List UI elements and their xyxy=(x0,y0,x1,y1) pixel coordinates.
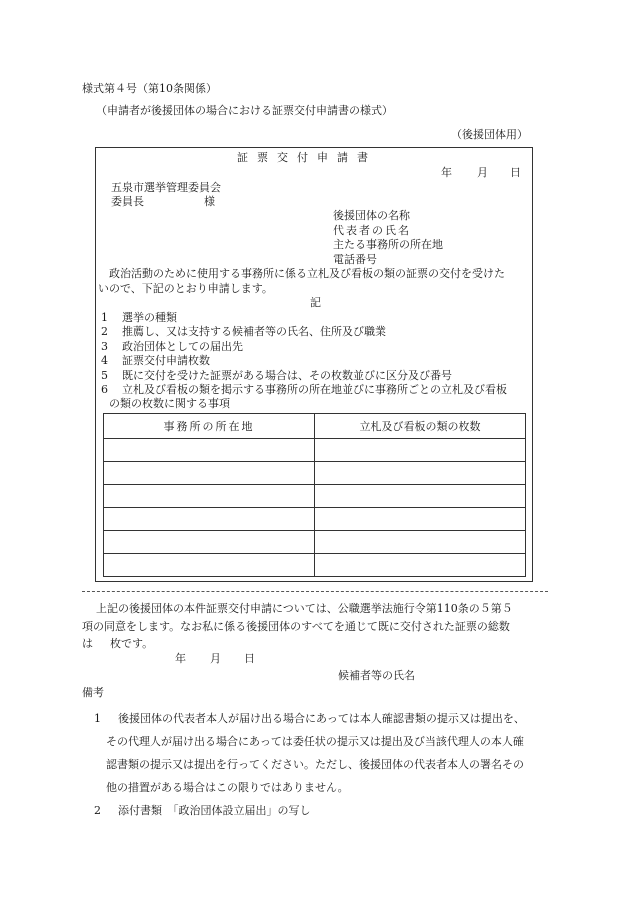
ki-heading: 記 xyxy=(310,296,321,309)
remark-note xyxy=(94,707,548,799)
addressee-honorific: 様 xyxy=(204,195,215,208)
form-title: 証票交付申請書 xyxy=(237,151,377,164)
consent-text-line3-suffix: 枚です。 xyxy=(110,637,154,650)
column-header-office-address: 事務所の所在地 xyxy=(104,414,315,439)
consent-date-year: 年 xyxy=(175,652,186,665)
table-cell[interactable] xyxy=(315,485,526,508)
table-row xyxy=(104,554,526,577)
form-subtitle: （申請者が後援団体の場合における証票交付申請書の様式） xyxy=(96,104,393,117)
table-row xyxy=(104,531,526,554)
table-row xyxy=(104,485,526,508)
table-row xyxy=(104,508,526,531)
applicant-field-org-name: 後援団体の名称 xyxy=(333,209,410,222)
intro-text-line2: いので、下記のとおり申請します。 xyxy=(98,282,273,295)
remark-number: 1 xyxy=(94,712,101,725)
table-cell[interactable] xyxy=(104,485,315,508)
addressee-org: 五泉市選挙管理委員会 xyxy=(111,181,221,194)
date-year: 年 xyxy=(441,166,452,179)
table-cell[interactable] xyxy=(104,508,315,531)
remark-line: 添付書類 「政治団体設立届出」の写し xyxy=(118,804,311,817)
consent-text-line1: 上記の後援団体の本件証票交付申請については、公職選挙法施行令第110条の５第５ xyxy=(96,602,513,615)
table-cell[interactable] xyxy=(315,439,526,462)
candidate-name-label: 候補者等の氏名 xyxy=(338,669,415,682)
remark-line: 他の措置がある場合はこの限りではありません。 xyxy=(106,781,349,794)
table-cell[interactable] xyxy=(104,531,315,554)
item-number: 2 xyxy=(101,325,108,338)
table-row xyxy=(104,439,526,462)
consent-text-line2: 項の同意をします。なお私に係る後援団体のすべてを通じて既に交付された証票の総数 xyxy=(82,620,510,633)
remark-number: 2 xyxy=(94,804,101,817)
form-number: 様式第４号（第10条関係） xyxy=(82,82,217,95)
intro-text-line1: 政治活動のために使用する事務所に係る立札及び看板の類の証票の交付を受けた xyxy=(109,267,505,280)
applicant-field-phone: 電話番号 xyxy=(333,253,377,266)
dashed-divider xyxy=(82,591,548,592)
remark-note xyxy=(94,799,548,822)
addressee-title: 委員長 xyxy=(111,195,144,208)
table-cell[interactable] xyxy=(315,554,526,577)
item-text: 推薦し、又は支持する候補者等の氏名、住所及び職業 xyxy=(122,325,386,338)
applicant-field-address: 主たる事務所の所在地 xyxy=(333,238,443,251)
consent-date-month: 月 xyxy=(210,652,221,665)
table-cell[interactable] xyxy=(315,462,526,485)
table-cell[interactable] xyxy=(104,462,315,485)
date-day: 日 xyxy=(510,166,521,179)
item-number: 1 xyxy=(101,311,108,324)
date-month: 月 xyxy=(477,166,488,179)
item-number: 3 xyxy=(101,340,108,353)
item-number: 4 xyxy=(101,354,108,367)
item-text-continuation: の類の枚数に関する事項 xyxy=(109,397,230,410)
table-cell[interactable] xyxy=(315,508,526,531)
item-text: 立札及び看板の類を掲示する事務所の所在地並びに事務所ごとの立札及び看板 xyxy=(122,383,507,396)
remark-line: 認書類の提示又は提出を行ってください。ただし、後援団体の代表者本人の署名その xyxy=(106,758,524,771)
item-number: 6 xyxy=(101,383,108,396)
office-sites-table xyxy=(103,413,526,577)
column-header-sign-count: 立札及び看板の類の枚数 xyxy=(315,414,526,439)
remark-line: その代理人が届け出る場合にあっては委任状の提示又は提出及び当該代理人の本人確 xyxy=(106,735,524,748)
table-cell[interactable] xyxy=(104,554,315,577)
applicant-field-rep-name: 代表者の氏名 xyxy=(333,224,411,237)
table-row xyxy=(104,462,526,485)
consent-date-day: 日 xyxy=(244,652,255,665)
item-text: 証票交付申請枚数 xyxy=(122,354,210,367)
table-cell[interactable] xyxy=(104,439,315,462)
item-text: 既に交付を受けた証票がある場合は、その枚数並びに区分及び番号 xyxy=(122,369,452,382)
item-text: 選挙の種類 xyxy=(122,311,177,324)
applicant-type: （後援団体用） xyxy=(451,128,528,141)
item-text: 政治団体としての届出先 xyxy=(122,340,243,353)
remarks-heading: 備考 xyxy=(82,686,104,699)
remark-line: 後援団体の代表者本人が届け出る場合にあっては本人確認書類の提示又は提出を、 xyxy=(118,712,525,725)
table-cell[interactable] xyxy=(315,531,526,554)
consent-text-line3-prefix: は xyxy=(82,637,93,650)
item-number: 5 xyxy=(101,369,108,382)
